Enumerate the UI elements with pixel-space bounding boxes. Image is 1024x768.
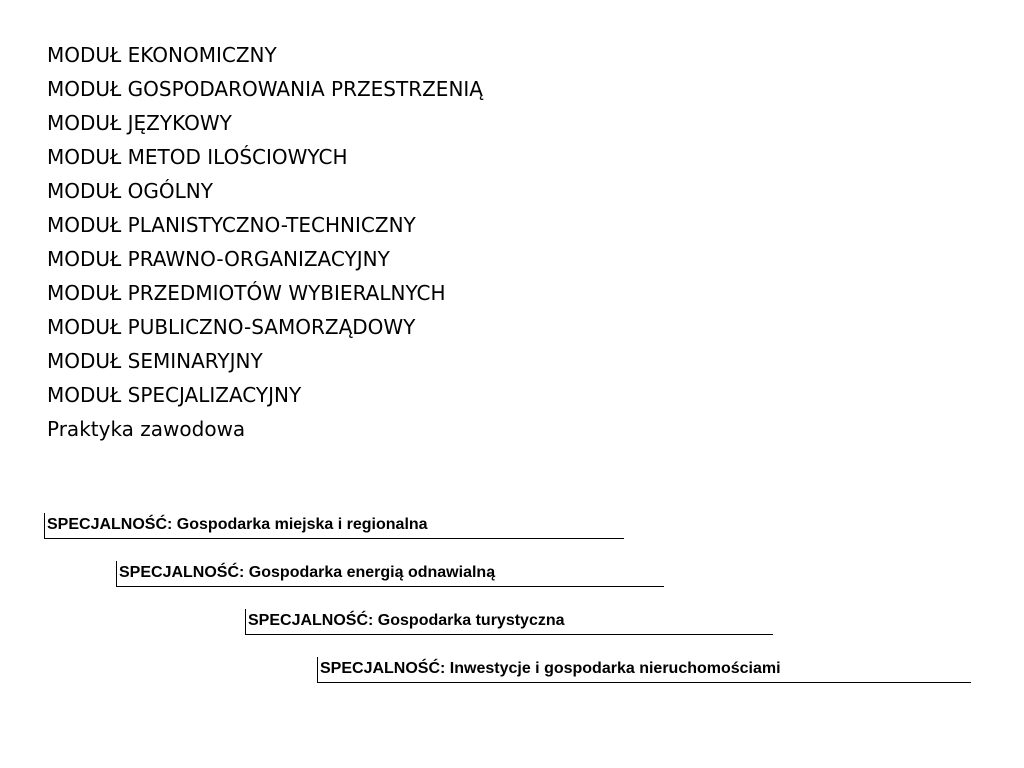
module-item-ekonomiczny: MODUŁ EKONOMICZNY (47, 43, 277, 67)
module-item-planistyczno-techniczny: MODUŁ PLANISTYCZNO-TECHNICZNY (47, 213, 416, 237)
module-item-praktyka-zawodowa: Praktyka zawodowa (47, 417, 246, 441)
specialization-gospodarka-turystyczna: SPECJALNOŚĆ: Gospodarka turystyczna (245, 609, 773, 635)
module-item-prawno-organizacyjny: MODUŁ PRAWNO-ORGANIZACYJNY (47, 247, 390, 271)
specialization-gospodarka-energia: SPECJALNOŚĆ: Gospodarka energią odnawialną (116, 561, 664, 587)
module-item-gospodarowania-przestrzenia: MODUŁ GOSPODAROWANIA PRZESTRZENIĄ (47, 77, 483, 101)
module-item-metod-ilosciowych: MODUŁ METOD ILOŚCIOWYCH (47, 145, 348, 169)
module-item-seminaryjny: MODUŁ SEMINARYJNY (47, 349, 263, 373)
module-item-ogolny: MODUŁ OGÓLNY (47, 179, 213, 203)
module-item-specjalizacyjny: MODUŁ SPECJALIZACYJNY (47, 383, 302, 407)
module-list (47, 38, 483, 446)
module-item-przedmiotow-wybieralnych: MODUŁ PRZEDMIOTÓW WYBIERALNYCH (47, 281, 446, 305)
module-item-jezykowy: MODUŁ JĘZYKOWY (47, 111, 232, 135)
module-item-publiczno-samorzadowy: MODUŁ PUBLICZNO-SAMORZĄDOWY (47, 315, 416, 339)
specialization-inwestycje-nieruchomosci: SPECJALNOŚĆ: Inwestycje i gospodarka nieruchomościami (317, 657, 971, 683)
specialization-gospodarka-miejska: SPECJALNOŚĆ: Gospodarka miejska i regionalna (44, 513, 624, 539)
